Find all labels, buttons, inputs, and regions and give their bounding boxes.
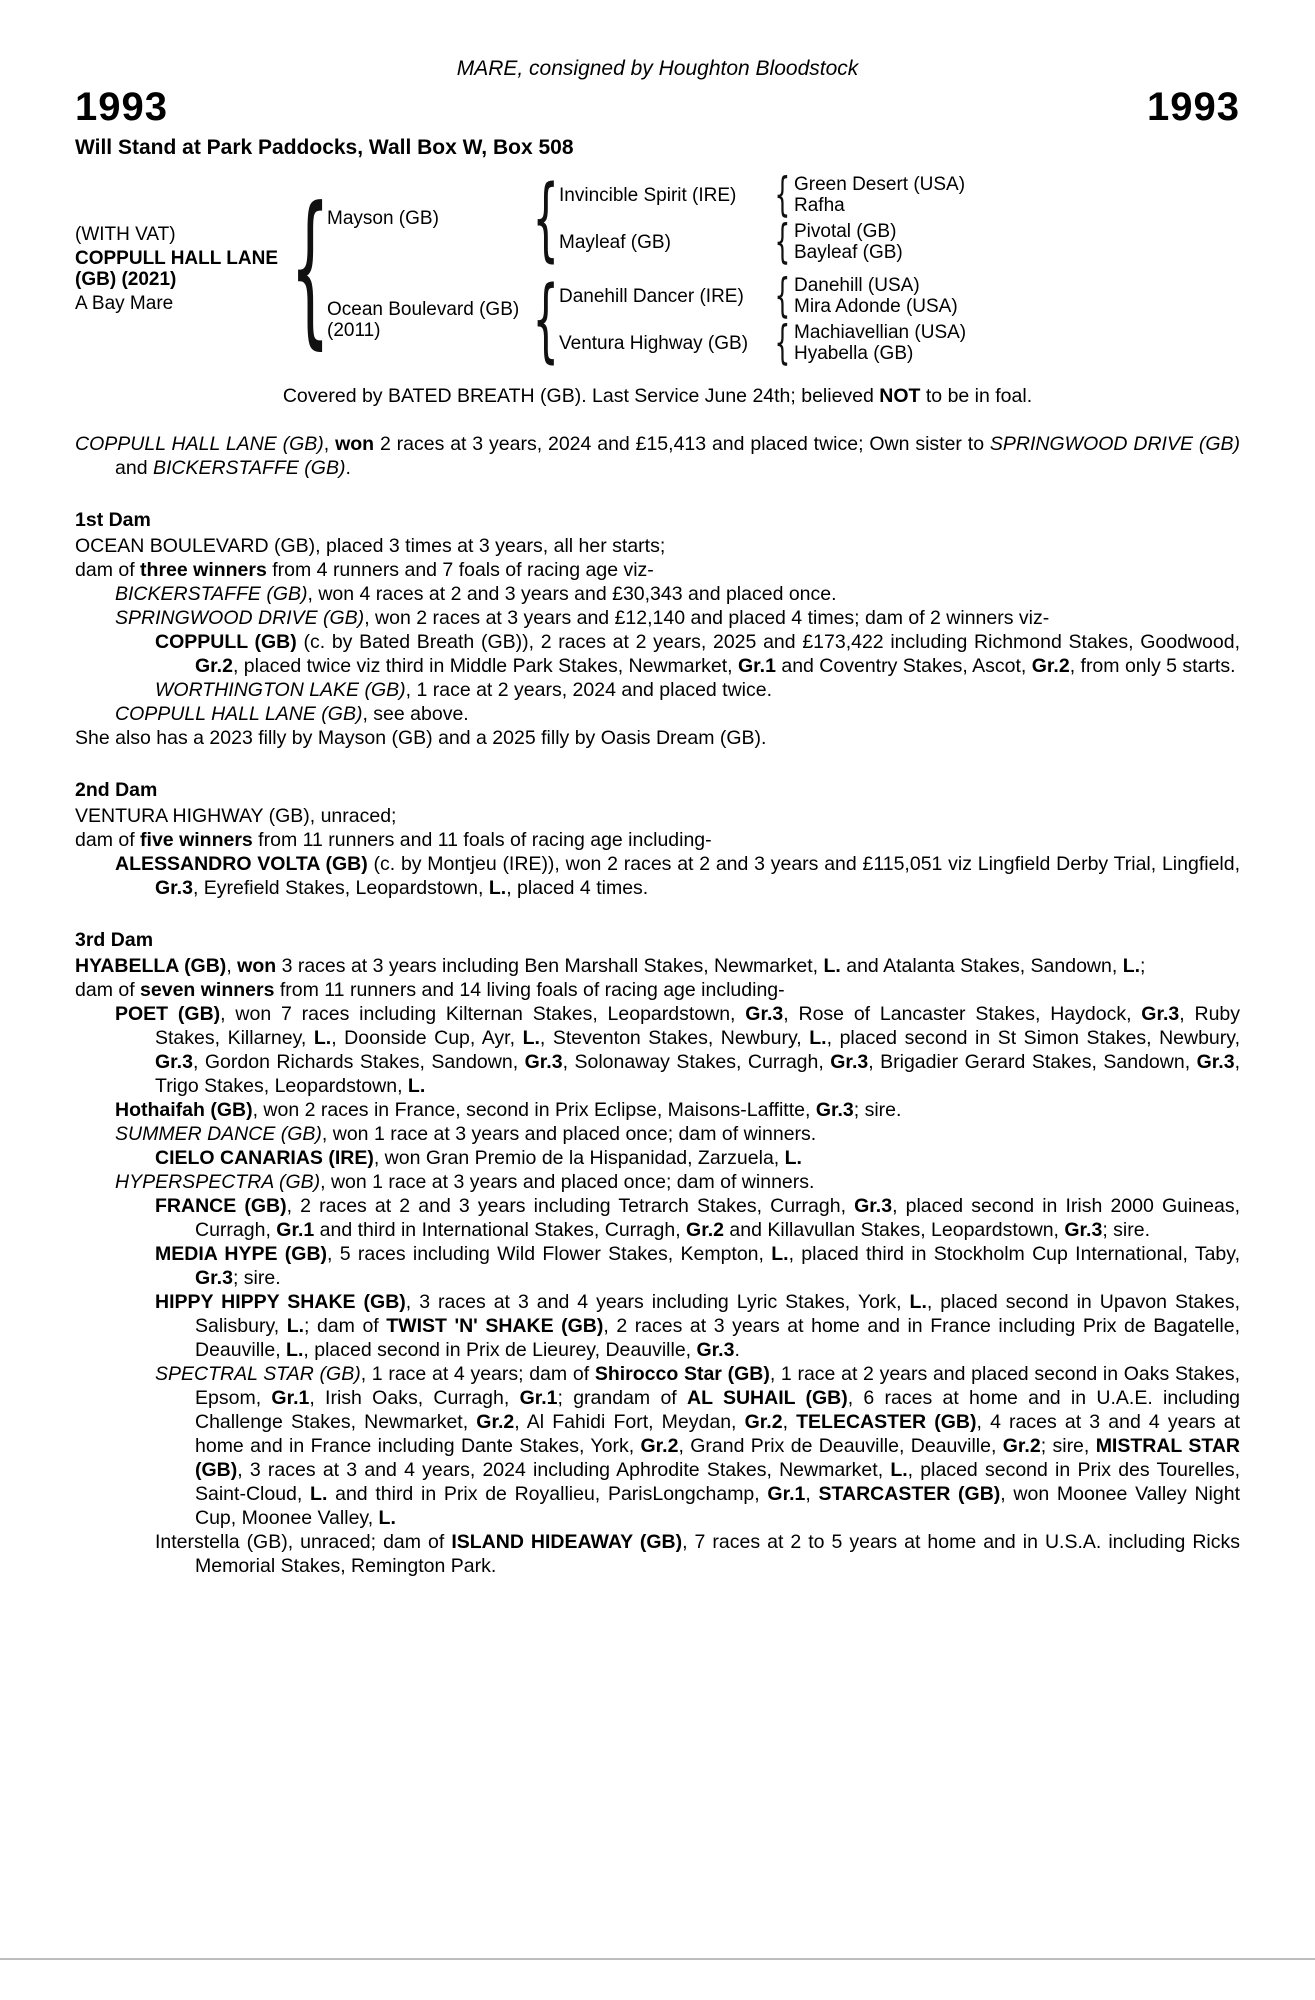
text-run: , won 7 races including Kilternan Stakes, Leopardstown, [220,1003,746,1025]
text-run: WORTHINGTON LAKE (GB) [155,679,406,701]
text-run: , placed 4 times. [506,877,649,899]
text-run: , 1 race at 4 years; dam of [360,1363,595,1385]
great-grandparent-name: Machiavellian (USA) [794,322,967,343]
text-run: Gr.2 [686,1219,724,1241]
text-run: Gr.2 [1002,1435,1041,1457]
pedigree-paragraph [75,1290,1240,1362]
text-run: L. [286,1315,305,1337]
pedigree-brace-level3-icon: { [774,214,791,269]
text-run: L. [310,1483,328,1505]
text-run: , won Moonee Valley Night Cup, Moonee Valley, [195,1483,1240,1529]
text-run: , Gordon Richards Stakes, Sandown, [192,1051,525,1073]
pedigree-table [75,164,1240,372]
text-run: L. [313,1027,332,1049]
great-grandparent-name: Bayleaf (GB) [794,242,903,263]
text-run: from 11 runners and 14 living foals of racing age including- [274,979,785,1001]
text-run: , Rose of Lancaster Stakes, Haydock, [783,1003,1142,1025]
text-run: COPPULL HALL LANE (GB) [75,433,324,455]
text-run: , placed second in Prix des Tourelles, Saint-Cloud, [195,1459,1240,1505]
text-run: , [323,433,336,455]
great-grandparent-name: Pivotal (GB) [794,221,897,242]
text-run: , placed second in Irish 2000 Guineas, Curragh, [195,1195,1240,1241]
great-grandparents [794,221,1240,263]
great-grandparents [794,275,1240,317]
subject-name-text: COPPULL HALL LANE (GB) [75,248,279,290]
text-run: , 2 races at 2 and 3 years including Tetrarch Stakes, Curragh, [286,1195,855,1217]
pedigree-generations [327,164,1240,372]
text-run: AL SUHAIL (GB) [687,1387,848,1409]
grandsire-row [559,268,1240,323]
text-run: dam of [75,979,141,1001]
text-run: Gr.1 [276,1219,315,1241]
text-run: , Grand Prix de Deauville, Deauville, [678,1435,1003,1457]
text-run: Gr.2 [640,1435,679,1457]
text-run: to be in foal. [920,385,1033,407]
text-run: TWIST 'N' SHAKE (GB) [386,1315,604,1337]
pedigree-brace-level3-icon: { [774,268,791,323]
text-run: , Solonaway Stakes, Curragh, [562,1051,831,1073]
text-run: , Doonside Cup, Ayr, [331,1027,523,1049]
text-run: L. [784,1147,802,1169]
pedigree-brace-level2-icon: { [532,164,559,271]
pedigree-paragraph [75,558,1240,582]
pedigree-paragraph [75,1530,1240,1578]
text-run: BICKERSTAFFE (GB) [115,583,308,605]
text-run: , 3 races at 3 and 4 years including Lyric Stakes, York, [405,1291,910,1313]
text-run: , from only 5 starts. [1069,655,1236,677]
text-run: SPRINGWOOD DRIVE (GB) [115,607,365,629]
section-1st-dam [75,508,1240,750]
text-run: , 4 races at 3 and 4 years at home and in France including Dante Stakes, York, [195,1411,1240,1457]
text-run: , 1 race at 2 years, 2024 and placed twice. [405,679,773,701]
text-run: Gr.3 [155,877,193,899]
subject-description: A Bay Mare [75,293,174,314]
dam-branch [327,265,1240,372]
text-run: HIPPY HIPPY SHAKE (GB) [155,1291,406,1313]
text-run: FRANCE (GB) [155,1195,287,1217]
text-run: and Killavullan Stakes, Leopardstown, [724,1219,1065,1241]
text-run: COPPULL HALL LANE (GB) [115,703,363,725]
text-run: 3 races at 3 years including Ben Marshall Stakes, Newmarket, [276,955,824,977]
lot-number-left: 1993 [75,85,168,129]
text-run: L. [890,1459,908,1481]
text-run: Gr.2 [476,1411,515,1433]
text-run: COPPULL (GB) [155,631,297,653]
text-run: ; [1140,955,1146,977]
text-run: L. [378,1507,396,1529]
text-run: Gr.3 [1141,1003,1180,1025]
great-grandparent-name: Hyabella (GB) [794,343,914,364]
text-run: ISLAND HIDEAWAY (GB) [451,1531,683,1553]
text-run: , placed twice viz third in Middle Park Stakes, Newmarket, [232,655,738,677]
text-run: (c. by Bated Breath (GB)), 2 races at 2 years, 2025 and £173,422 including Richmond Stakes, Goodwood, [296,631,1240,653]
text-run: Gr.3 [815,1099,854,1121]
intro-paragraph [75,432,1240,480]
lot-number-row [75,86,1240,128]
text-run: seven winners [140,979,275,1001]
text-run: Hothaifah (GB) [115,1099,253,1121]
text-run: , won 4 races at 2 and 3 years and £30,343 and placed once. [307,583,837,605]
text-run: MEDIA HYPE (GB) [155,1243,328,1265]
text-run: , 6 races at home and in U.A.E. including Challenge Stakes, Newmarket, [195,1387,1240,1433]
stand-location-line: Will Stand at Park Paddocks, Wall Box W, Box 508 [75,136,574,159]
pedigree-brace-level2-icon: { [532,265,559,372]
text-run: L. [1122,955,1141,977]
text-run: HYPERSPECTRA (GB) [115,1171,321,1193]
subject-column [75,174,293,364]
text-run: ; sire. [853,1099,902,1121]
pedigree-paragraph [75,1002,1240,1098]
text-run: won [335,433,375,455]
lot-number-right: 1993 [1147,85,1240,129]
text-run: Gr.3 [745,1003,784,1025]
text-run: and [115,457,153,479]
great-grandparent-name: Danehill (USA) [794,275,920,296]
text-run: 2 races at 3 years, 2024 and £15,413 and placed twice; Own sister to [374,433,990,455]
pedigree-paragraph [75,828,1240,852]
great-grandparents [794,174,1240,216]
text-run: Gr.3 [195,1267,233,1289]
grandparent-name: Ventura Highway (GB) [559,332,749,354]
text-run: , 3 races at 3 and 4 years, 2024 including Aphrodite Stakes, Newmarket, [237,1459,891,1481]
text-run: won [237,955,277,977]
pedigree-paragraph [75,726,1240,750]
text-run: ; sire. [232,1267,281,1289]
pedigree-paragraph [75,954,1240,978]
text-run: (c. by Montjeu (IRE)), won 2 races at 2 and 3 years and £115,051 viz Lingfield Derby Trial, Lingfield, [367,853,1241,875]
dam-heading: 2nd Dam [75,779,158,801]
dam-name-text: Ocean Boulevard (GB) [327,298,520,320]
text-run: ; dam of [304,1315,387,1337]
pedigree-paragraph [75,1194,1240,1242]
dam-year: (2011) [327,319,381,341]
text-run: BICKERSTAFFE (GB) [152,457,346,479]
text-run: , placed second in St Simon Stakes, Newbury, [826,1027,1240,1049]
pedigree-paragraph [75,678,1240,702]
text-run: NOT [879,385,921,407]
text-run: Gr.1 [271,1387,310,1409]
text-run: , won 1 race at 3 years and placed once; dam of winners. [320,1171,815,1193]
text-run: Gr.3 [524,1051,563,1073]
dam-grandparents [559,268,1240,370]
text-run: Covered by BATED BREATH (GB). Last Service June 24th; believed [282,385,880,407]
pedigree-paragraph [75,582,1240,606]
covered-line [75,384,1240,408]
text-run: L. [488,877,507,899]
sire-grandparents [559,167,1240,269]
dam-heading: 3rd Dam [75,929,154,951]
text-run: L. [909,1291,927,1313]
pedigree-brace-level3-icon: { [774,315,791,370]
text-run: , won 1 race at 3 years and placed once; dam of winners. [321,1123,817,1145]
text-run: , Al Fahidi Fort, Meydan, [514,1411,745,1433]
text-run: , see above. [362,703,469,725]
text-run: OCEAN BOULEVARD (GB), placed 3 times at 3 years, all her starts; [75,535,666,557]
pedigree-brace-level3-icon: { [774,167,791,222]
text-run: , Eyrefield Stakes, Leopardstown, [192,877,489,899]
sire-name-text: Mayson (GB) [327,208,439,229]
text-run: and Atalanta Stakes, Sandown, [840,955,1123,977]
pedigree-paragraph [75,1362,1240,1530]
pedigree-paragraph [75,804,1240,828]
subject-year: (2021) [121,269,177,290]
consignor-line: MARE, consigned by Houghton Bloodstock [456,57,859,80]
text-run: from 4 runners and 7 foals of racing age viz- [266,559,654,581]
text-run: STARCASTER (GB) [818,1483,1001,1505]
great-grandparent-name: Mira Adonde (USA) [794,296,958,317]
text-run: . [345,457,351,479]
subject-horse-name [75,248,293,290]
text-run: ALESSANDRO VOLTA (GB) [115,853,368,875]
vat-note: (WITH VAT) [75,224,176,245]
text-run: , Brigadier Gerard Stakes, Sandown, [868,1051,1197,1073]
pedigree-paragraph [75,1146,1240,1170]
text-run: L. [771,1243,789,1265]
granddam-row [559,214,1240,269]
dam-heading: 1st Dam [75,509,151,531]
grandparent-name: Mayleaf (GB) [559,231,671,253]
text-run: dam of [75,829,141,851]
pedigree-brace-level1-icon: { [290,171,330,365]
page-bottom-rule [0,1958,1315,1960]
text-run: L. [286,1339,304,1361]
granddam-row [559,315,1240,370]
pedigree-paragraph [75,1122,1240,1146]
text-run: , Ruby Stakes, Killarney, [155,1003,1241,1049]
text-run: Gr.1 [767,1483,806,1505]
text-run: HYABELLA (GB) [75,955,227,977]
section-2nd-dam [75,778,1240,900]
text-run: , 5 races including Wild Flower Stakes, Kempton, [327,1243,772,1265]
text-run: L. [823,955,841,977]
text-run: Gr.3 [830,1051,869,1073]
text-run: MISTRAL STAR (GB) [195,1435,1240,1481]
text-run: three winners [140,559,267,581]
text-run: L. [522,1027,540,1049]
text-run: , 7 races at 2 to 5 years at home and in U.S.A. including Ricks Memorial Stakes, Remington Park. [195,1531,1240,1577]
dam-name [327,275,532,364]
text-run: , Irish Oaks, Curragh, [309,1387,520,1409]
text-run: Gr.3 [1196,1051,1235,1073]
sire-branch [327,164,1240,271]
text-run: and third in Prix de Royallieu, ParisLongchamp, [327,1483,768,1505]
text-run: , 2 races at 3 years at home and in France including Prix de Bagatelle, Deauville, [195,1315,1240,1361]
pedigree-paragraph [75,702,1240,726]
grandsire-row [559,167,1240,222]
text-run: ; sire. [1102,1219,1151,1241]
great-grandparent-name: Green Desert (USA) [794,174,966,195]
text-run: , won 2 races in France, second in Prix Eclipse, Maisons-Laffitte, [252,1099,816,1121]
text-run: . [734,1339,740,1361]
pedigree-paragraph [75,1242,1240,1290]
text-run: , placed second in Prix de Lieurey, Deauville, [303,1339,697,1361]
text-run: , [782,1411,797,1433]
pedigree-paragraph [75,1098,1240,1122]
text-run: Gr.2 [744,1411,783,1433]
text-run: Gr.1 [737,655,776,677]
pedigree-paragraph [75,1170,1240,1194]
text-run: Gr.2 [1031,655,1070,677]
pedigree-paragraph [75,606,1240,630]
text-run: TELECASTER (GB) [796,1411,977,1433]
text-run: SPECTRAL STAR (GB) [155,1363,361,1385]
text-run: L. [809,1027,827,1049]
text-run: , won 2 races at 3 years and £12,140 and placed 4 times; dam of 2 winners viz- [364,607,1050,629]
text-run: SUMMER DANCE (GB) [115,1123,322,1145]
text-run: SPRINGWOOD DRIVE (GB) [989,433,1240,455]
pedigree-paragraph [75,630,1240,678]
text-run: CIELO CANARIAS (IRE) [155,1147,374,1169]
text-run: dam of [75,559,141,581]
sire-name [327,174,532,263]
text-run: five winners [140,829,253,851]
text-run: , won Gran Premio de la Hispanidad, Zarzuela, [373,1147,785,1169]
grandparent-name: Danehill Dancer (IRE) [559,285,744,307]
text-run: , placed second in Upavon Stakes, Salisbury, [195,1291,1240,1337]
text-run: POET (GB) [115,1003,221,1025]
text-run: Interstella (GB), unraced; dam of [155,1531,452,1553]
text-run: , Trigo Stakes, Leopardstown, [155,1051,1240,1097]
text-run: Gr.3 [1064,1219,1103,1241]
great-grandparent-name: Rafha [794,195,845,216]
text-run: , placed third in Stockholm Cup International, Taby, [788,1243,1240,1265]
text-run: VENTURA HIGHWAY (GB), unraced; [75,805,397,827]
text-run: Shirocco Star (GB) [594,1363,770,1385]
text-run: She also has a 2023 filly by Mayson (GB) and a 2025 filly by Oasis Dream (GB). [75,727,767,749]
great-grandparents [794,322,1240,364]
pedigree-paragraph [75,852,1240,900]
text-run: Gr.1 [519,1387,558,1409]
text-run: from 11 runners and 11 foals of racing age including- [252,829,712,851]
text-run: L. [407,1075,426,1097]
text-run: , [805,1483,819,1505]
text-run: ; sire, [1040,1435,1096,1457]
section-3rd-dam [75,928,1240,1578]
text-run: Gr.3 [155,1051,193,1073]
text-run: Gr.2 [195,655,233,677]
text-run: and third in International Stakes, Curragh, [314,1219,687,1241]
text-run: , Steventon Stakes, Newbury, [539,1027,810,1049]
text-run: Gr.3 [696,1339,735,1361]
text-run: ; grandam of [557,1387,688,1409]
text-run: and Coventry Stakes, Ascot, [775,655,1032,677]
pedigree-paragraph [75,978,1240,1002]
text-run: , 1 race at 2 years and placed second in Oaks Stakes, Epsom, [195,1363,1240,1409]
text-run: , [226,955,238,977]
text-run: Gr.3 [854,1195,893,1217]
grandparent-name: Invincible Spirit (IRE) [559,184,737,206]
pedigree-paragraph [75,534,1240,558]
